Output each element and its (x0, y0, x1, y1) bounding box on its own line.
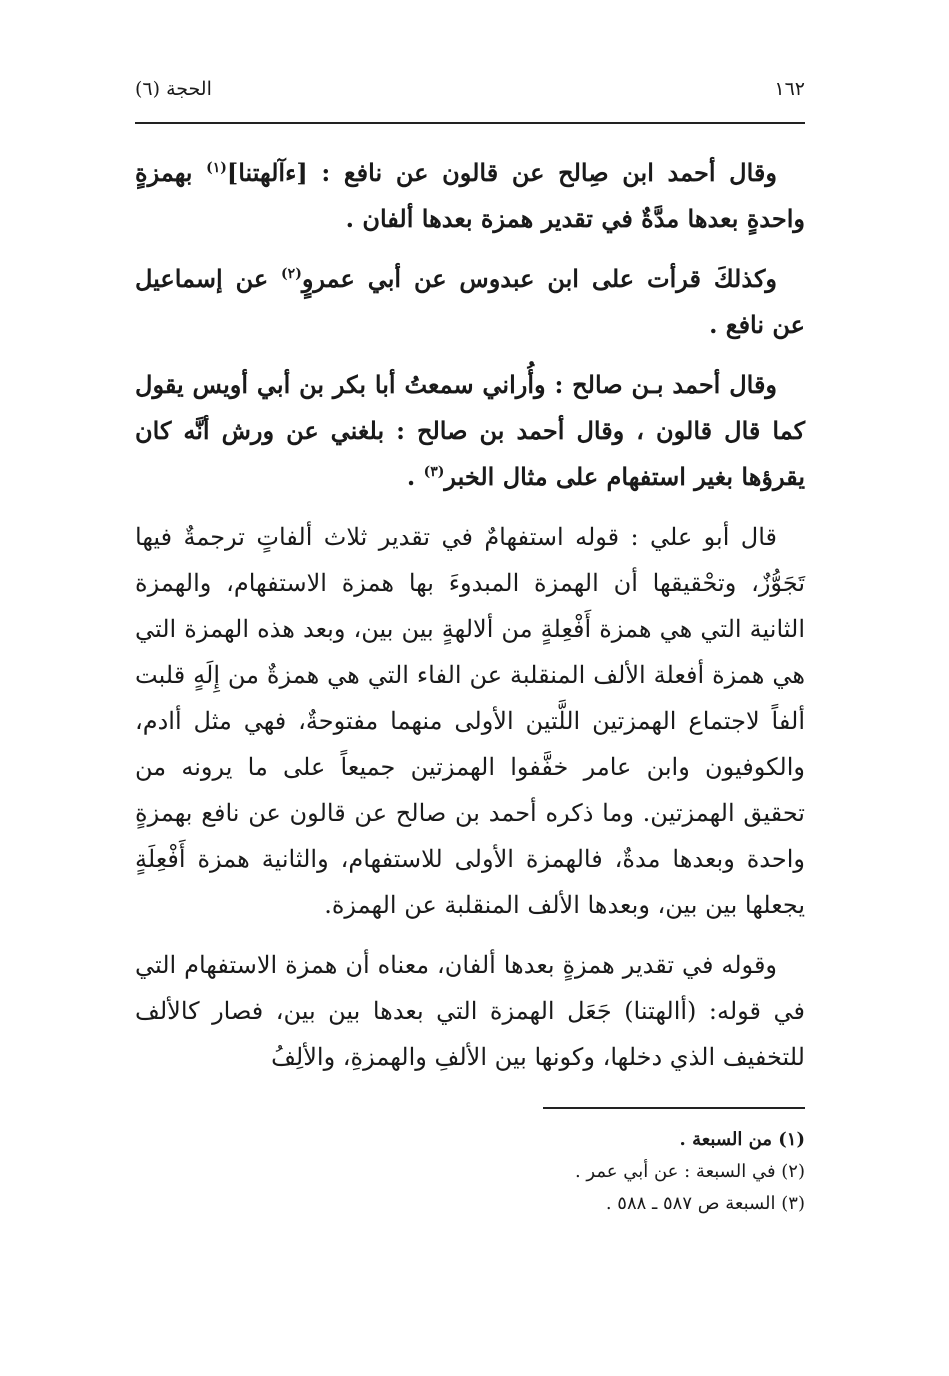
page-number: ١٦٢ (774, 78, 805, 100)
paragraph-gap (135, 242, 805, 256)
paragraph-text: بهمزةٍ واحدةٍ بعدها مدَّةٌ في تقدير همزة بعدها ألفان . (135, 158, 805, 233)
paragraph-text: عن إسماعيل عن نافع . (135, 264, 805, 339)
footnote: (٢) في السبعة : عن أبي عمر . (574, 1161, 805, 1182)
paragraph (135, 256, 805, 348)
footnote-reference: (٢) (281, 266, 302, 282)
paragraph (135, 942, 805, 1080)
paragraph-text: وقوله في تقدير همزةٍ بعدها ألفان، معناه أن همزة الاستفهام التي في قوله: (أالهتنا) جَعَل الهمزة التي بعدها بين بين، فصار كالألف للتخفيف الذي دخلها، وكونها بين الألفِ والهمزةِ، والألِفُ (135, 951, 805, 1071)
paragraph-gap (135, 348, 805, 362)
running-head (135, 78, 805, 108)
paragraph (135, 150, 805, 242)
paragraph (135, 362, 805, 500)
footnote-reference: (١) (206, 160, 227, 176)
paragraph-gap (135, 928, 805, 942)
paragraph-text: وقال أحمد بـن صالح : وأُراني سمعتُ أبا بكر بن أبي أويس يقول كما قال قالون ، وقال أحمد بن صالح : بلغني عن ورش أنَّه كان يقرؤها بغير استفهام على مثال الخبر (135, 370, 805, 491)
paragraph-text: قال أبو علي : قوله استفهامٌ في تقدير ثلاث ألفاتٍ ترجمةٌ فيها تَجَوُّزٌ، وتحْقيقها أن الهمزة المبدوءَ بها همزة الاستفهام، والهمزة الثانية التي هي همزة أَفْعِلةٍ من ألالهةٍ بين بين، وبعد هذه الهمزة التي هي همزة أفعلة الألف المنقلبة عن الفاء التي هي همزةٌ من إِلَهٍ قلبت ألفاً لاجتماع الهمزتين اللَّتين الأولى منهما مفتوحةٌ، فهي مثل أادم، والكوفيون وابن عامر خفَّفوا الهمزتين جميعاً على ما يرونه من تحقيق الهمزتين. وما ذكره أحمد بن صالح عن قالون عن نافع بهمزةٍ واحدة وبعدها مدةٌ، فالهمزة الأولى للاستفهام، والثانية همزة أَفْعِلَةٍ يجعلها بين بين، وبعدها الألف المنقلبة عن الهمزة. (135, 523, 805, 919)
book-title: الحجة (٦) (135, 78, 212, 100)
paragraph-gap (135, 500, 805, 514)
paragraph-text: . (406, 462, 424, 491)
header-rule (135, 122, 805, 124)
footnotes (145, 1124, 805, 1220)
footnote: (١) من السبعة . (679, 1129, 805, 1150)
paragraph (135, 514, 805, 928)
footnote-rule (543, 1107, 805, 1109)
paragraph-text: وكذلكَ قرأت على ابن عبدوس عن أبي عمروٍ (301, 264, 777, 293)
paragraph-text: وقال أحمد ابن صِالح عن قالون عن نافع : [ءآلهتنا] (226, 158, 777, 187)
footnote-reference: (٣) (423, 464, 445, 480)
footnote: (٣) السبعة ص ٥٨٧ ـ ٥٨٨ . (605, 1193, 805, 1214)
main-text (135, 150, 805, 1080)
